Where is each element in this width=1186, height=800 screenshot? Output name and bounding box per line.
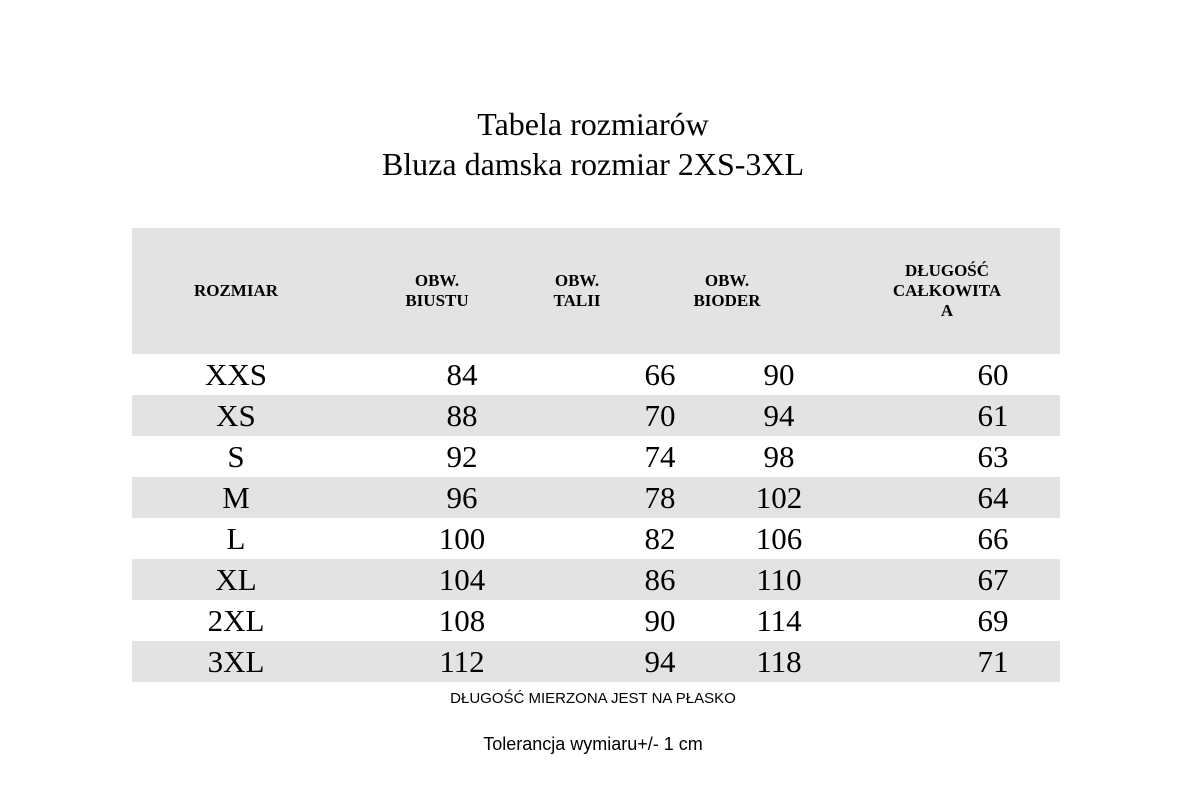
cell-size: 3XL [207, 643, 265, 679]
cell-waist: 82 [644, 520, 676, 556]
cell-size: M [222, 479, 250, 515]
cell-length: 63 [977, 438, 1009, 474]
cell-bust: 112 [439, 643, 485, 679]
cell-size: 2XL [207, 602, 265, 638]
cell-waist: 66 [644, 356, 676, 392]
cell-bust: 84 [446, 356, 478, 392]
table-row [132, 600, 1060, 641]
measurement-note: DŁUGOŚĆ MIERZONA JEST NA PŁASKO [450, 690, 736, 707]
cell-bust: 100 [438, 520, 486, 556]
cell-hips: 94 [763, 397, 795, 433]
cell-size: XL [215, 561, 257, 597]
tolerance-note: Tolerancja wymiaru+/- 1 cm [483, 734, 703, 754]
cell-size: L [226, 520, 246, 556]
cell-hips: 102 [755, 479, 803, 515]
cell-waist: 90 [644, 602, 676, 638]
cell-hips: 106 [755, 520, 803, 556]
cell-length: 69 [977, 602, 1009, 638]
cell-bust: 108 [438, 602, 486, 638]
cell-size: S [227, 438, 245, 474]
table-row [132, 354, 1060, 395]
header-total-length: DŁUGOŚĆ CAŁKOWITA A [892, 261, 1002, 320]
cell-waist: 74 [644, 438, 676, 474]
cell-length: 61 [977, 397, 1009, 433]
cell-hips: 110 [756, 561, 802, 597]
cell-waist: 86 [644, 561, 676, 597]
cell-waist: 70 [644, 397, 676, 433]
cell-length: 64 [977, 479, 1009, 515]
cell-length: 67 [977, 561, 1009, 597]
cell-length: 66 [977, 520, 1009, 556]
table-row [132, 477, 1060, 518]
cell-hips: 114 [756, 602, 802, 638]
header-hips: OBW. BIODER [693, 271, 761, 310]
table-row [132, 518, 1060, 559]
cell-length: 71 [977, 643, 1009, 679]
table-row [132, 641, 1060, 682]
cell-hips: 118 [756, 643, 802, 679]
table-header-row [132, 228, 1060, 354]
cell-waist: 94 [644, 643, 676, 679]
cell-bust: 92 [446, 438, 478, 474]
header-bust: OBW. BIUSTU [405, 271, 469, 310]
cell-size: XS [216, 397, 256, 433]
header-size: ROZMIAR [193, 281, 279, 300]
page-subtitle: Bluza damska rozmiar 2XS-3XL [381, 146, 805, 182]
table-body [132, 354, 1060, 682]
header-waist: OBW. TALII [553, 271, 601, 310]
cell-bust: 104 [438, 561, 486, 597]
cell-hips: 98 [763, 438, 795, 474]
cell-hips: 90 [763, 356, 795, 392]
cell-length: 60 [977, 356, 1009, 392]
size-table [132, 228, 1060, 682]
page-title: Tabela rozmiarów [477, 106, 709, 142]
cell-bust: 96 [446, 479, 478, 515]
table-row [132, 559, 1060, 600]
table-row [132, 436, 1060, 477]
cell-size: XXS [204, 356, 267, 392]
table-row [132, 395, 1060, 436]
cell-waist: 78 [644, 479, 676, 515]
cell-bust: 88 [446, 397, 478, 433]
